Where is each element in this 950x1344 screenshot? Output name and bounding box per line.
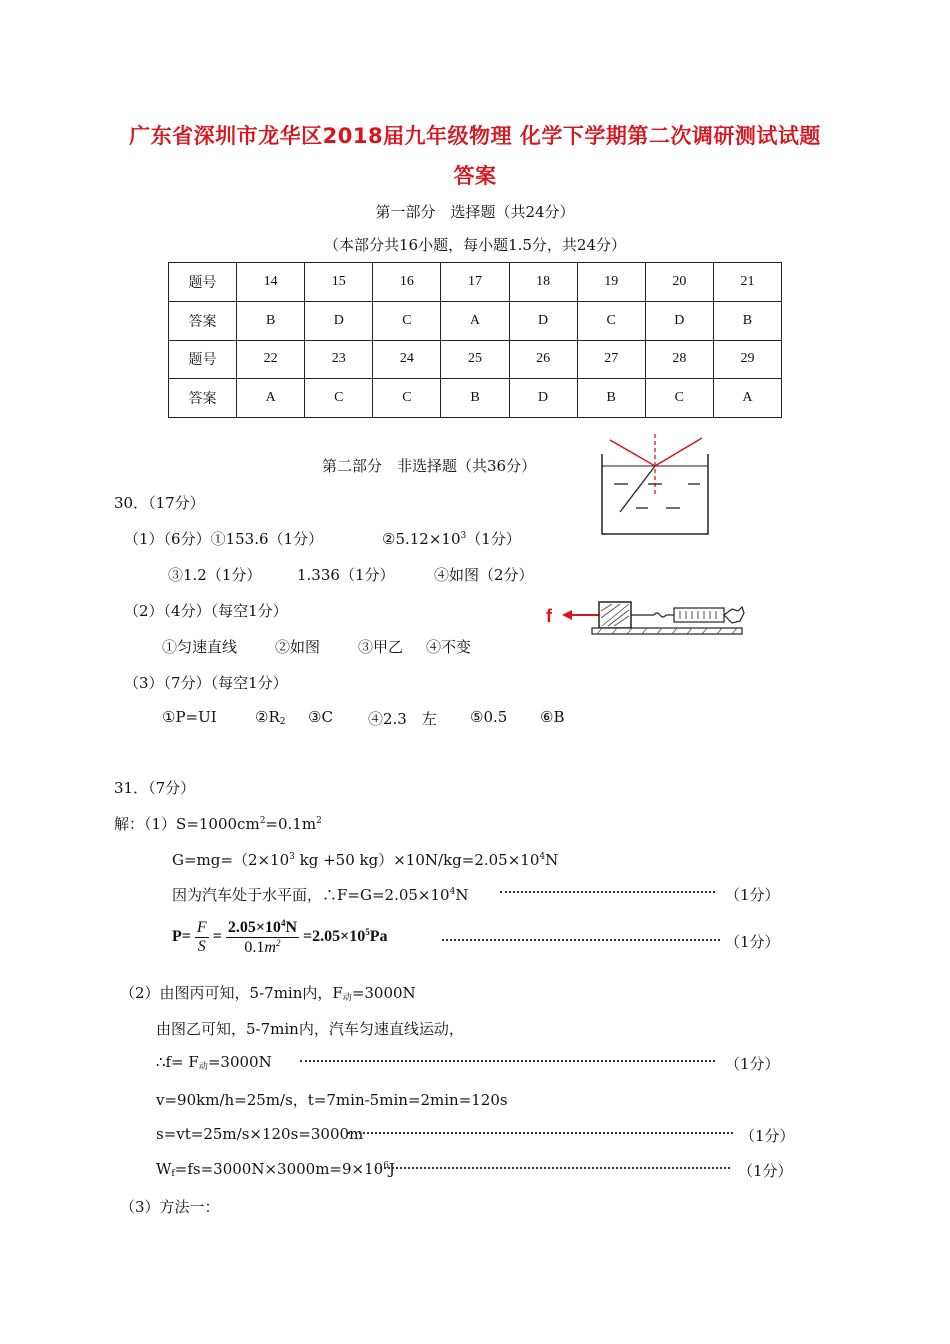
table-cell: 16 bbox=[373, 263, 441, 302]
table-cell: C bbox=[577, 301, 645, 340]
row-header-cell: 题号 bbox=[169, 340, 237, 379]
force-label: f bbox=[546, 606, 552, 626]
row-header-cell: 答案 bbox=[169, 379, 237, 418]
reflected-ray bbox=[655, 438, 702, 466]
q30-part3-c: ③C bbox=[308, 708, 333, 726]
light-reflection-diagram bbox=[590, 428, 720, 540]
table-cell: 14 bbox=[237, 263, 305, 302]
q30-part2-c: ③甲乙 bbox=[358, 638, 404, 656]
row-header-cell: 答案 bbox=[169, 301, 237, 340]
table-cell: 25 bbox=[441, 340, 509, 379]
q30-heading: 30．（17分） bbox=[114, 494, 205, 512]
table-cell: 15 bbox=[305, 263, 373, 302]
dotted-leader bbox=[300, 1060, 715, 1062]
table-cell: 20 bbox=[645, 263, 713, 302]
q30-part2-a: ①匀速直线 bbox=[162, 638, 238, 656]
q31-part2-b: 由图乙可知，5-7min内，汽车匀速直线运动， bbox=[156, 1020, 464, 1038]
q31-part3: （3）方法一： bbox=[120, 1198, 220, 1216]
q30-part2-b: ②如图 bbox=[275, 638, 321, 656]
q30-part1-d: 1.336（1分） bbox=[297, 566, 395, 584]
score-label: （1分） bbox=[725, 886, 780, 904]
table-row bbox=[169, 379, 782, 418]
document-title-line2: 答案 bbox=[453, 164, 497, 188]
score-label: （1分） bbox=[725, 933, 780, 951]
q30-part1-e: ④如图（2分） bbox=[434, 566, 534, 584]
q30-part2-head: （2）（4分）（每空1分） bbox=[124, 602, 288, 620]
friction-arrowhead bbox=[562, 610, 572, 620]
table-cell: 22 bbox=[237, 340, 305, 379]
table-cell: 18 bbox=[509, 263, 577, 302]
table-cell: A bbox=[237, 379, 305, 418]
q30-part2-d: ④不变 bbox=[426, 638, 472, 656]
table-cell: A bbox=[713, 379, 781, 418]
table-cell: C bbox=[645, 379, 713, 418]
q30-part1-c: ③1.2（1分） bbox=[168, 566, 262, 584]
table-cell: D bbox=[305, 301, 373, 340]
q30-part3-d: ④2.3 左 bbox=[368, 710, 437, 728]
score-label: （1分） bbox=[740, 1127, 795, 1145]
table-cell: D bbox=[645, 301, 713, 340]
q30-part1-a: （1）（6分）①153.6（1分） bbox=[124, 530, 324, 548]
part1-note: （本部分共16小题，每小题1.5分，共24分） bbox=[323, 236, 627, 254]
table-cell: B bbox=[441, 379, 509, 418]
table-cell: 19 bbox=[577, 263, 645, 302]
table-cell: B bbox=[713, 301, 781, 340]
table-cell: 24 bbox=[373, 340, 441, 379]
table-cell: 26 bbox=[509, 340, 577, 379]
q31-part2-a: （2）由图丙可知，5-7min内，$F_动=3000N$ bbox=[120, 984, 416, 1003]
q30-part3-a: ①P=UI bbox=[162, 708, 217, 726]
table-cell: C bbox=[373, 379, 441, 418]
q31-part2-e: s=vt=25m/s×120s=3000m bbox=[156, 1125, 364, 1143]
dotted-leader bbox=[348, 1132, 733, 1134]
water-marks bbox=[614, 484, 700, 508]
table-cell: B bbox=[237, 301, 305, 340]
q30-part3-e: ⑤0.5 bbox=[470, 708, 508, 726]
q31-line-force: 因为汽车处于水平面，$\therefore F=G=2.05\times 10^4N$ bbox=[172, 886, 469, 904]
part1-heading: 第一部分 选择题（共24分） bbox=[375, 203, 575, 221]
hand-icon bbox=[724, 607, 744, 623]
score-label: （1分） bbox=[738, 1162, 793, 1180]
score-label: （1分） bbox=[725, 1055, 780, 1073]
table-cell: 21 bbox=[713, 263, 781, 302]
spring-scale bbox=[674, 608, 724, 622]
q30-part3-head: （3）（7分）（每空1分） bbox=[124, 674, 288, 692]
table-cell: C bbox=[305, 379, 373, 418]
q31-part2-c: ∴f= $F_动=3000N$ bbox=[156, 1053, 272, 1072]
table-cell: D bbox=[509, 379, 577, 418]
answer-table bbox=[168, 262, 782, 418]
q30-part3-f: ⑥B bbox=[540, 708, 565, 726]
table-cell: 28 bbox=[645, 340, 713, 379]
part2-heading: 第二部分 非选择题（共36分） bbox=[322, 457, 537, 475]
table-cell: 23 bbox=[305, 340, 373, 379]
table-cell: A bbox=[441, 301, 509, 340]
table-cell: 17 bbox=[441, 263, 509, 302]
q30-part1-b: $②5.12\times 10^3(1$分） bbox=[382, 530, 521, 548]
q31-line-area: 解：$(1)S=1000cm^2=0.1m^2$ bbox=[114, 815, 322, 833]
table-row bbox=[169, 340, 782, 379]
q31-line-weight: $G=mg=(2\times 10^3$ kg +50 $kg)\times 10N/kg=2.05\times 10^4N$ bbox=[172, 851, 559, 869]
table-row bbox=[169, 263, 782, 302]
incident-ray bbox=[610, 440, 655, 466]
row-header-cell: 题号 bbox=[169, 263, 237, 302]
table-cell: 29 bbox=[713, 340, 781, 379]
pressure-formula: P= $\frac{F}{S}$ = $\frac{2.05\times 10^4N}{0.1m^2}$ $=2.05\times 10^5Pa$ bbox=[172, 918, 388, 956]
table-cell: C bbox=[373, 301, 441, 340]
q31-part2-f: $W_f=fs=3000N\times 3000m=9\times 10^6J$ bbox=[156, 1160, 395, 1179]
dotted-leader bbox=[375, 1167, 730, 1169]
table-cell: D bbox=[509, 301, 577, 340]
table-row bbox=[169, 301, 782, 340]
table-cell: 27 bbox=[577, 340, 645, 379]
friction-diagram bbox=[542, 594, 747, 644]
q31-part2-d: v=90km/h=25m/s，t=7min-5min=2min=120s bbox=[156, 1091, 508, 1109]
q30-part3-b: $②R_2$ bbox=[255, 708, 286, 727]
q31-heading: 31．（7分） bbox=[114, 779, 196, 797]
dotted-leader bbox=[500, 891, 715, 893]
dotted-leader bbox=[442, 939, 720, 941]
refracted-ray bbox=[620, 466, 655, 512]
table-cell: B bbox=[577, 379, 645, 418]
document-title: 广东省深圳市龙华区2018届九年级物理 化学下学期第二次调研测试试题 bbox=[129, 124, 821, 148]
